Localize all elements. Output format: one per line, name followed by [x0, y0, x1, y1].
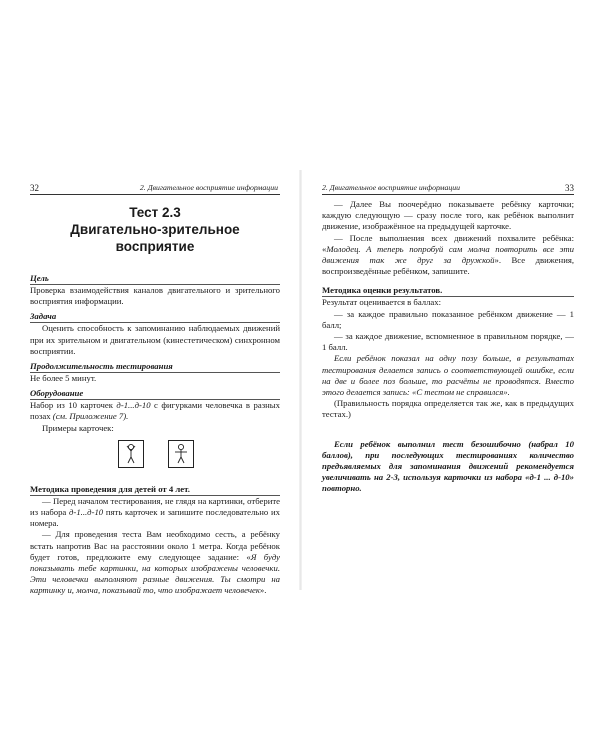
- goal-text: Проверка взаимодействия каналов двигательного и зрительного восприятия информации.: [30, 285, 280, 307]
- method-p1-start: — Перед началом тестирования, не глядя на картинки, отберите из набора: [30, 495, 280, 518]
- equipment-appendix-ref: (см. Приложение 7).: [52, 411, 129, 422]
- stick-figure-arms-side-icon: [169, 441, 193, 467]
- eval-order-note: (Правильность порядка определяется так же, как в предыдущих тестах.): [322, 398, 574, 420]
- right-page: [322, 182, 574, 495]
- left-running-head-title: 2. Двигательное восприятие информации: [139, 183, 278, 192]
- method-paragraph-2: [30, 529, 280, 596]
- equipment-text: [30, 400, 280, 422]
- duration-text: Не более 5 минут.: [30, 373, 97, 384]
- stick-figure-arms-up-icon: [119, 441, 143, 467]
- goal-heading: Цель: [30, 273, 280, 285]
- examples-label: Примеры карточек:: [42, 422, 114, 433]
- duration-heading: Продолжительность тестирования: [30, 361, 280, 373]
- eval-intro: Результат оценивается в баллах:: [322, 297, 442, 308]
- method-p1-end: пять карточек и запишите последовательно их номера.: [30, 507, 280, 529]
- test-title: Двигательно-зрительное восприятие: [70, 222, 240, 254]
- left-page: [30, 182, 280, 597]
- method-p2-instruction: Я буду показывать тебе картинки, на которых изображены человечки. Эти человечки выполняют разные движения. Ты смотри на картинку и, молча, показывай то, что изображает человечек: [30, 551, 280, 596]
- p2-end: ». Все движения, воспроизведённые ребёнком, запишите.: [322, 255, 575, 277]
- final-recommendation: Если ребёнок выполнил тест безошибочно (набрал 10 баллов), при последующих тестированиях количество предъявляемых для запоминания движений рекомендуется увеличивать на 2-3, используя карточки из набора «д-1 ... д-10» повторно.: [322, 438, 574, 494]
- procedure-paragraph-2: [322, 233, 574, 278]
- example-card: [168, 440, 194, 468]
- method-heading: Методика проведения для детей от 4 лет.: [30, 484, 280, 496]
- procedure-paragraph-1: — Далее Вы поочерёдно показываете ребёнку карточки; каждую следующую — сразу после того, как ребёнок выполнит движение, изображённое на предыдущей карточке.: [322, 199, 574, 232]
- eval-item-2: — за каждое движение, вспомненное в правильном порядке, — 1 балл.: [322, 331, 574, 353]
- right-page-number: 33: [565, 183, 574, 193]
- task-text: Оценить способность к запоминанию наблюдаемых движений при их зрительном и двигательном (кинестетическом) синхронном восприятии.: [30, 323, 280, 356]
- example-card: [118, 440, 144, 468]
- left-page-number: 32: [30, 183, 39, 193]
- right-running-head: [322, 182, 574, 195]
- book-gutter: [299, 170, 302, 590]
- equipment-heading: Оборудование: [30, 388, 280, 400]
- equipment-text-part: Набор из 10 карточек: [30, 400, 117, 411]
- method-p2-start: — Для проведения теста Вам необходимо сесть, а ребёнку встать напротив Вас на расстоянии около 1 метра. Когда ребёнок будет готов, предложите ему следующее задание: «: [30, 529, 280, 562]
- method-paragraph-1: [30, 496, 280, 530]
- method-p1-card-range: д-1...д-10: [69, 507, 104, 518]
- left-running-head: [30, 182, 280, 195]
- method-p2-end: ».: [259, 585, 267, 596]
- equipment-text-part-2: с фигурками человечка в разных позах: [30, 400, 280, 422]
- task-heading: Задача: [30, 311, 280, 323]
- eval-heading: Методика оценки результатов.: [322, 285, 574, 297]
- eval-item-1: — за каждое правильно показанное ребёнком движение — 1 балл;: [322, 308, 574, 330]
- example-cards: [30, 440, 280, 480]
- p2-instruction: Молодец. А теперь попробуй сам молча повторить все эти движения так же друг за дружкой: [322, 243, 574, 266]
- equipment-card-range: д-1...д-10: [116, 400, 151, 411]
- test-number: Тест 2.3: [129, 205, 181, 220]
- p2-start: — После выполнения всех движений похвалите ребёнка: «: [322, 232, 574, 254]
- eval-note: Если ребёнок показал на одну позу больше, в результатах тестирования делается запись о соответствующей ошибке, если на две и более поз больше, то расчёты не проводятся. Вместо этого делается запись: «С тестом не справился».: [322, 353, 574, 398]
- right-running-head-title: 2. Двигательное восприятие информации: [322, 183, 461, 192]
